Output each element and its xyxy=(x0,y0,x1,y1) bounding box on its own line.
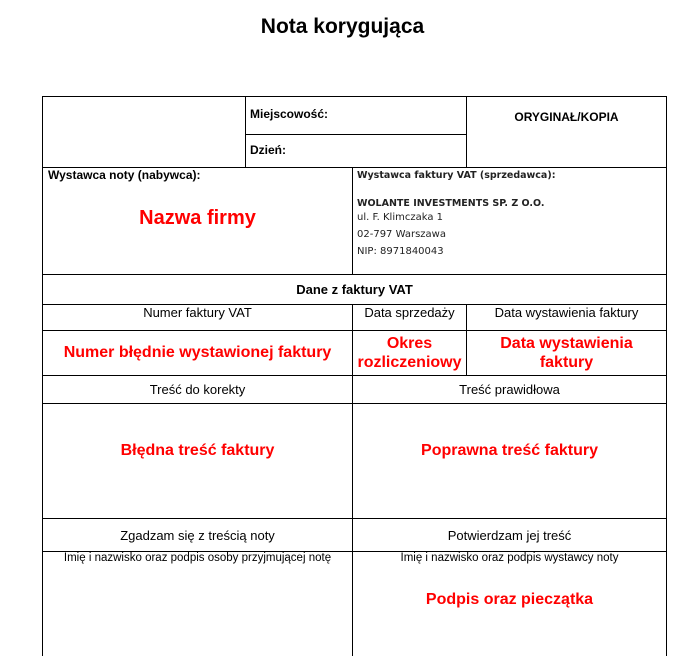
issuer-signature-label: Imię i nazwisko oraz podpis wystawcy noty xyxy=(400,552,619,564)
buyer-name-placeholder: Nazwa firmy xyxy=(139,206,256,229)
copy-type-label: ORYGINAŁ/KOPIA xyxy=(514,110,619,124)
seller-nip: NIP: 8971840043 xyxy=(357,246,444,257)
receiver-signature-label: Imię i nazwisko oraz podpis osoby przyjmującej notę xyxy=(63,552,332,564)
correct-content-header: Treść prawidłowa xyxy=(459,382,560,397)
seller-company: WOLANTE INVESTMENTS SP. Z O.O. xyxy=(357,198,545,209)
sale-date-value: Okres rozliczeniowy xyxy=(357,335,462,371)
table-border-top xyxy=(42,96,667,97)
document-title: Nota korygująca xyxy=(260,15,425,38)
to-correct-header: Treść do korekty xyxy=(149,382,246,397)
table-border-right xyxy=(666,96,667,656)
buyer-label: Wystawca noty (nabywca): xyxy=(48,168,201,182)
incorrect-content-value: Błędna treść faktury xyxy=(120,442,275,459)
invoice-data-title: Dane z faktury VAT xyxy=(296,282,413,297)
divider xyxy=(245,96,246,167)
seller-city: 02-797 Warszawa xyxy=(357,229,446,240)
divider xyxy=(42,403,667,404)
divider xyxy=(352,375,353,656)
sale-date-header: Data sprzedaży xyxy=(364,305,455,320)
date-label: Dzień: xyxy=(250,143,286,157)
place-label: Miejscowość: xyxy=(250,107,329,121)
confirm-text: Potwierdzam jej treść xyxy=(447,527,572,543)
divider xyxy=(466,96,467,167)
divider xyxy=(245,134,466,135)
seller-street: ul. F. Klimczaka 1 xyxy=(357,212,443,223)
issue-date-value: Data wystawienia faktury xyxy=(500,335,633,371)
invoice-number-header: Numer faktury VAT xyxy=(143,305,252,320)
issue-date-header: Data wystawienia faktury xyxy=(494,305,639,320)
divider xyxy=(352,167,353,274)
agree-text: Zgadzam się z treścią noty xyxy=(120,527,275,543)
seller-label: Wystawca faktury VAT (sprzedawca): xyxy=(357,170,556,181)
issuer-signature-value: Podpis oraz pieczątka xyxy=(425,591,594,608)
invoice-number-value: Numer błędnie wystawionej faktury xyxy=(63,344,332,361)
correct-content-value: Poprawna treść faktury xyxy=(421,442,598,459)
